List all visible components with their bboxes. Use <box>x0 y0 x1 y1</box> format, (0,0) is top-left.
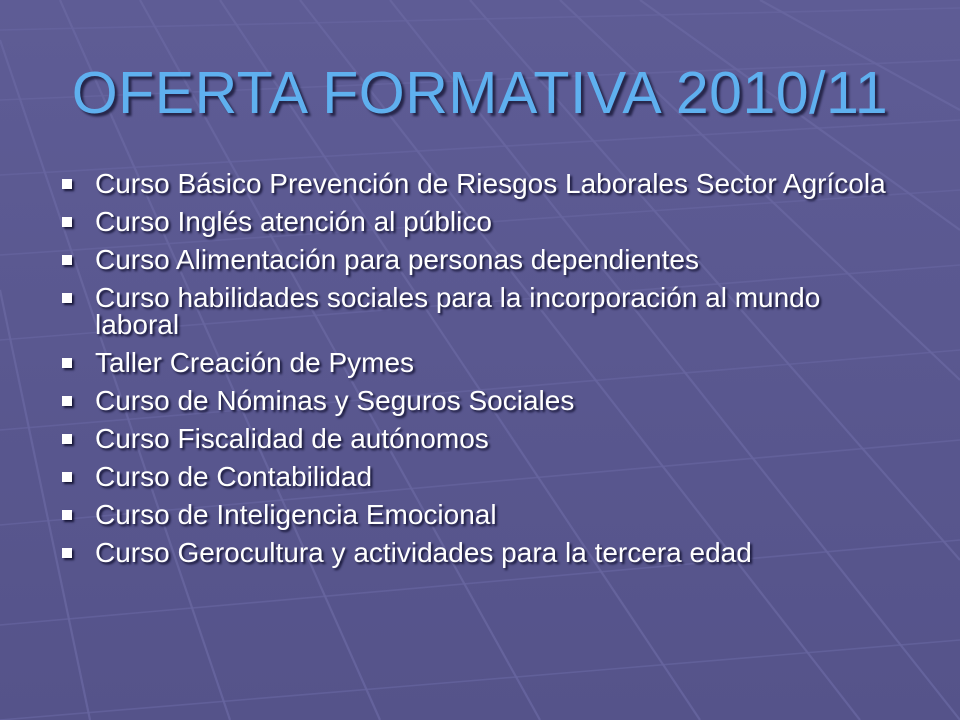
square-bullet-icon <box>62 548 72 558</box>
list-item <box>58 463 898 490</box>
list-item <box>58 349 898 376</box>
list-item <box>58 208 898 235</box>
list-item <box>58 170 898 197</box>
list-item <box>58 387 898 414</box>
list-item-text: Curso Alimentación para personas dependientes <box>95 244 699 275</box>
square-bullet-icon <box>62 293 72 303</box>
list-item-text: Curso Básico Prevención de Riesgos Laborales Sector Agrícola <box>95 168 886 199</box>
square-bullet-icon <box>62 179 72 189</box>
list-item-text: Curso de Nóminas y Seguros Sociales <box>95 385 575 416</box>
square-bullet-icon <box>62 472 72 482</box>
list-item <box>58 539 898 566</box>
list-item <box>58 425 898 452</box>
list-item <box>58 284 898 338</box>
list-item-text: Curso de Contabilidad <box>95 461 373 492</box>
square-bullet-icon <box>62 434 72 444</box>
square-bullet-icon <box>62 510 72 520</box>
slide-title: OFERTA FORMATIVA 2010/11 <box>71 60 889 126</box>
course-list <box>58 170 898 577</box>
square-bullet-icon <box>62 217 72 227</box>
list-item-text: Curso de Inteligencia Emocional <box>95 499 497 530</box>
list-item-text: Curso Gerocultura y actividades para la tercera edad <box>95 537 752 568</box>
list-item-text: Curso habilidades sociales para la incorporación al mundo laboral <box>95 282 821 340</box>
list-item-text: Curso Inglés atención al público <box>95 206 492 237</box>
list-item-text: Curso Fiscalidad de autónomos <box>95 423 489 454</box>
square-bullet-icon <box>62 255 72 265</box>
list-item <box>58 501 898 528</box>
square-bullet-icon <box>62 358 72 368</box>
list-item-text: Taller Creación de Pymes <box>95 347 415 378</box>
list-item <box>58 246 898 273</box>
square-bullet-icon <box>62 396 72 406</box>
